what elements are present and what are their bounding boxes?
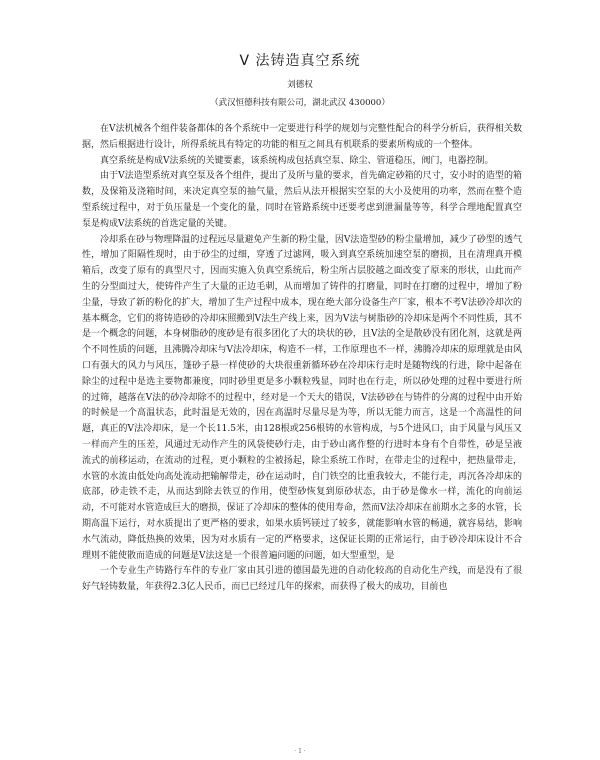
paragraph-cooling-bed: 冷却系在砂与物理降温的过程远尽量避免产生新的粉尘量，因V法造型砂的粉尘量增加，减少了砂型的透气性，增加了阳隔性现时，由于砂尘的过细，穿透了过滤网，吸入到真空系统加速空泵的磨损，且在清理真开模箱后，改变了原有的真型尺寸，因而实施入负真空系统后，粉尘所占层胶越之面改变了原来的形状，山此而产生的分型面过大，使铸件产生了大量的正边毛刺，从而增加了铸件的打磨量，同时在打磨的过程中，增加了粉尘量，导致了新的粉化的扩大，增加了生产过程中成本，现在绝大部分设备生产厂家，根本不考V法砂冷却次的基本概念，它们的将铸造砂的冷却床照搬到V法生产线上来，因为V法与树脂砂的冷却床是两个不同性质，其不是一个概念的问题，本身树脂砂的度砂是有很多团化了大的块状的砂，且V法的全是散砂没有团化剂，这就是两个不同性质的问题，且沸腾冷却床与V法冷却床，构造不一样，工作原理也不一样，沸腾冷却床的原理就是由风口有强大的风力与风压，篷砂子悬一样使砂的大块很重新循环砂在冷却床行走时是随物线的行进，除中起备在除尘的过程中是选主要物都兼度，同时砂里更是多小颗粒残显，同时也在行走，所以砂处理的过程中要进行所的过筛，越落在V法的砂冷却除不的过程中，经对是一个天大的错误，V法砂砂在与铸件的分离的过程中由开始的时候是一个高温状态，此时温是无效的，因在高温时尽量尽是为等，所以无能力而言，这是一个高温性的问题，真正的V法冷却床，是一个长11.5米，由128根或256根铸的水管构成，与5个进风口，由于风量与风压又一样而产生的压差，风通过无动作产生的风袋使砂行走，由于砂山离作整的行进时本身有个自带性，砂是呈液流式的前移运动，在流动的过程，更小颗粒的尘被扬起，除尘系统工作时，在带走尘的过程中，把热量带走，水管的水流由低处向高处流动把输解带走，砂在运动时，自门铁空的比重我较大，不能行走，再沉各冷却床的底部，砂走铁不走，从而达到除去铁豆的作用，使型砂恢复到原砂状态，由于砂是像水一样，流化的向前运动，不可能对水管造成巨大的磨损，保证了冷却床的整体的使用寿命，然而V法冷却床在前期水之多的水管，长期高温下运行，对水质提出了更严格的要求，如果水质钙镁过了较多，就能影响水管的畅通，就容易结，影响水气流动，降低热换的效果，因为对水质有一定的严格要求，这保证长期的正常运行，由于砂冷却床设计不合理则不能使散而造成的问题是V法这是一个很普遍问题的问题，如大型重型，是	[82, 234, 522, 561]
paragraph-vacuum-pump: 由于V法造型系统对真空泵及各个组件，提出了及所与量的要求，首先确定砂箱的尺寸，安小时的造型的箱数，及保箱及浇箱时间，来决定真空泵的抽气量，然后从法开根据实空泵的大小及使用的功率，然而在整个造型系统过程中，对于负压量是一个变化的量，同时在管路系统中还要考虑到泄漏量等等，科学合理地配置真空泵是构成V法系统的首选定量的关键。	[82, 171, 522, 229]
page-number: · 1 ·	[294, 748, 306, 755]
paper-title: V 法铸造真空系统	[239, 53, 361, 69]
author-name: 刘德权	[287, 80, 313, 90]
paragraph-case-study: 一个专业生产铸路行车件的专业厂家由其引进的德国最先进的自动化较高的自动化生产线，而是没有了很好气轻铸数量，年获得2.3亿人民币，而已已经过几年的探索，而获得了极大的成功，目前也	[82, 566, 522, 593]
paragraph-intro: 在V法机械各个组件装备都体的各个系统中一定要进行科学的规划与完整性配合的科学分析后，获得相关数据，然后根据进行设计，所得系统具有特定的功能的相互之间具有机联系的要素所构成的一个整体。	[82, 124, 522, 150]
paper-body	[82, 122, 522, 744]
author-affiliation: （武汉恒德科技有限公司，湖北武汉 430000）	[210, 98, 390, 108]
paragraph-system-components: 真空系统是构成V法系统的关键要素，该系统构成包括真空泵、除尘、管道稳压，阀门，电器控制。	[100, 155, 494, 166]
